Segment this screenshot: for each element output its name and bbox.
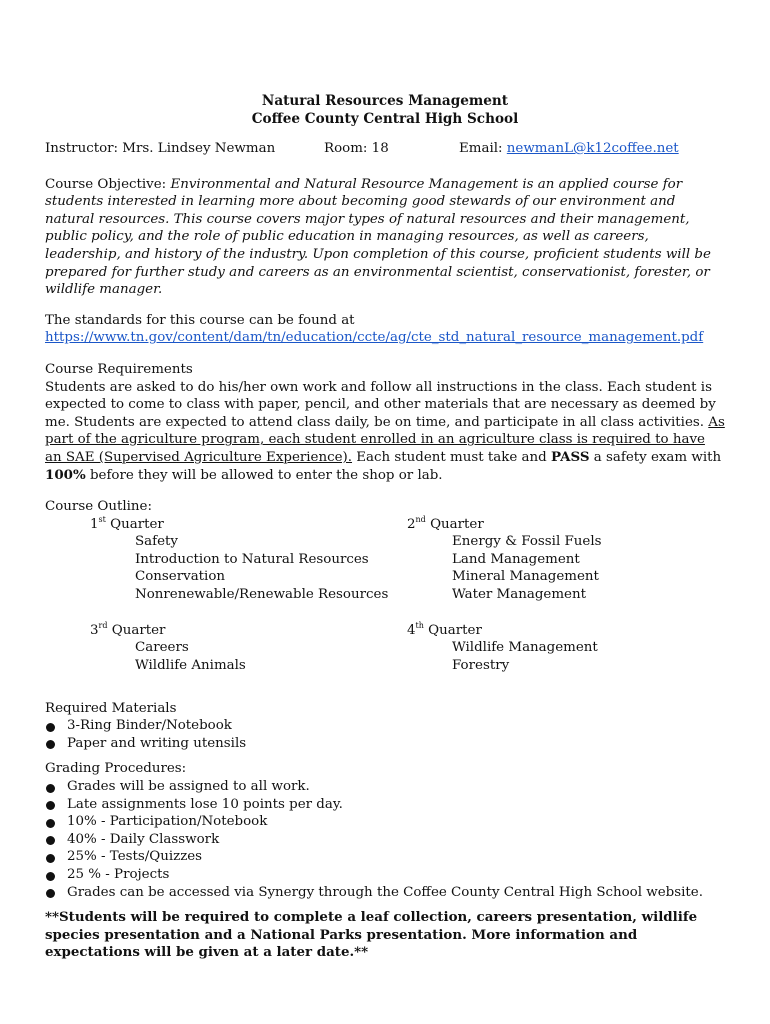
list-item [67,717,725,735]
bullet-icon [46,784,55,793]
outline-item: Conservation [135,569,226,585]
list-item-text: 25 % - Projects [67,867,170,883]
course-objective [45,176,725,299]
list-item [67,848,725,866]
requirements-section [45,361,725,484]
quarter-heading [90,622,246,640]
list-item [67,813,725,831]
standards-text: The standards for this course can be found at [45,312,355,328]
quarter-suffix: th [415,620,424,630]
quarter-3 [90,622,246,675]
list-item [67,778,725,796]
list-item [67,796,725,814]
list-item [67,735,725,753]
percent-emphasis: 100% [45,466,86,483]
bullet-icon [46,819,55,828]
objective-text: Environmental and Natural Resource Management is an applied course for students interested in learning more about becoming good stewards of our environment and natural resources. This course covers major types of natural resources and their management, public policy, and the role of public education in managing resources, as well as careers, leadership, and history of the industry. Upon completion of this course, proficient students will be prepared for further study and careers as an environmental scientist, conservationist, forester, or wildlife manager. [45,176,711,298]
course-outline [45,498,725,694]
quarter-1 [90,516,388,604]
email-label: Email: [459,141,507,156]
list-item-text: Grades will be assigned to all work. [67,779,310,795]
requirements-heading: Course Requirements [45,361,193,377]
quarter-suffix: nd [415,514,426,524]
outline-item: Wildlife Animals [135,657,246,673]
quarter-label: Quarter [105,516,164,532]
bullet-icon [46,889,55,898]
outline-quarters [45,516,725,694]
outline-item: Mineral Management [452,569,599,585]
room-number: Room: 18 [324,141,389,156]
list-item-text: 10% - Participation/Notebook [67,814,268,830]
outline-item: Careers [135,640,189,656]
pass-emphasis: PASS [550,448,590,465]
bullet-icon [46,723,55,732]
syllabus-page [45,92,725,962]
quarter-number: 1 [90,516,99,532]
outline-item: Wildlife Management [452,640,598,656]
outline-item: Forestry [452,657,510,673]
quarter-heading [407,622,598,640]
list-item-text: 25% - Tests/Quizzes [67,849,203,865]
quarter-suffix: rd [98,620,108,630]
requirements-text-2: Each student must take and [352,449,551,465]
grading-heading: Grading Procedures: [45,761,187,777]
quarter-label: Quarter [423,622,482,638]
outline-item: Energy & Fossil Fuels [452,534,602,550]
requirements-text [45,379,725,485]
objective-label: Course Objective: [45,176,167,192]
standards-link[interactable]: https://www.tn.gov/content/dam/tn/education/ccte/ag/cte_std_natural_resource_management.pdf [45,330,704,346]
bullet-icon [46,801,55,810]
quarter-label: Quarter [107,622,166,638]
materials-list [45,717,725,752]
quarter-2 [407,516,601,604]
sae-requirement: As part of the agriculture program, each student enrolled in an agriculture class is required to have an SAE (Supervised Agriculture Experience). [45,414,725,465]
quarter-label: Quarter [425,516,484,532]
outline-item: Introduction to Natural Resources [135,551,369,567]
list-item-text: 40% - Daily Classwork [67,831,220,847]
bullet-icon [46,836,55,845]
quarter-heading [407,516,601,534]
requirements-text-1: Students are asked to do his/her own work and follow all instructions in the class. Each student is expected to come to class with paper, pencil, and other materials that are necessary as deemed by me. Students are expected to attend class daily, be on time, and participate in all class activities. [45,379,716,430]
quarter-number: 4 [407,622,416,638]
outline-item: Safety [135,534,178,550]
bullet-icon [46,854,55,863]
course-title: Natural Resources Management [261,93,509,109]
grading-list [45,778,725,901]
outline-item: Water Management [452,587,586,603]
outline-heading: Course Outline: [45,499,152,515]
quarter-4 [407,622,598,675]
quarter-suffix: st [98,514,106,524]
materials-heading: Required Materials [45,700,177,716]
school-name: Coffee County Central High School [251,111,519,127]
list-item [67,831,725,849]
requirements-text-3: a safety exam with [589,449,722,465]
list-item-text: 3-Ring Binder/Notebook [67,718,232,734]
list-item-text: Grades can be accessed via Synergy through the Coffee County Central High School website. [67,884,703,900]
grading-procedures [45,760,725,901]
bullet-icon [46,740,55,749]
bullet-icon [46,872,55,881]
standards-section [45,312,725,347]
outline-item: Land Management [452,551,580,567]
required-materials [45,700,725,753]
list-item [67,866,725,884]
list-item [67,884,725,902]
list-item-text: Late assignments lose 10 points per day. [67,796,343,812]
email-link[interactable]: newmanL@k12coffee.net [506,141,679,156]
project-note: **Students will be required to complete a leaf collection, careers presentation, wildlife species presentation and a National Parks presentation. More information and expectations will be given at a later date.** [45,909,698,961]
quarter-number: 2 [407,516,416,532]
quarter-heading [90,516,388,534]
outline-item: Nonrenewable/Renewable Resources [135,587,389,603]
instructor-name: Instructor: Mrs. Lindsey Newman [45,141,276,156]
quarter-number: 3 [90,622,99,638]
list-item-text: Paper and writing utensils [67,735,247,751]
requirements-text-4: before they will be allowed to enter the shop or lab. [85,467,443,483]
instructor-info [45,140,725,158]
